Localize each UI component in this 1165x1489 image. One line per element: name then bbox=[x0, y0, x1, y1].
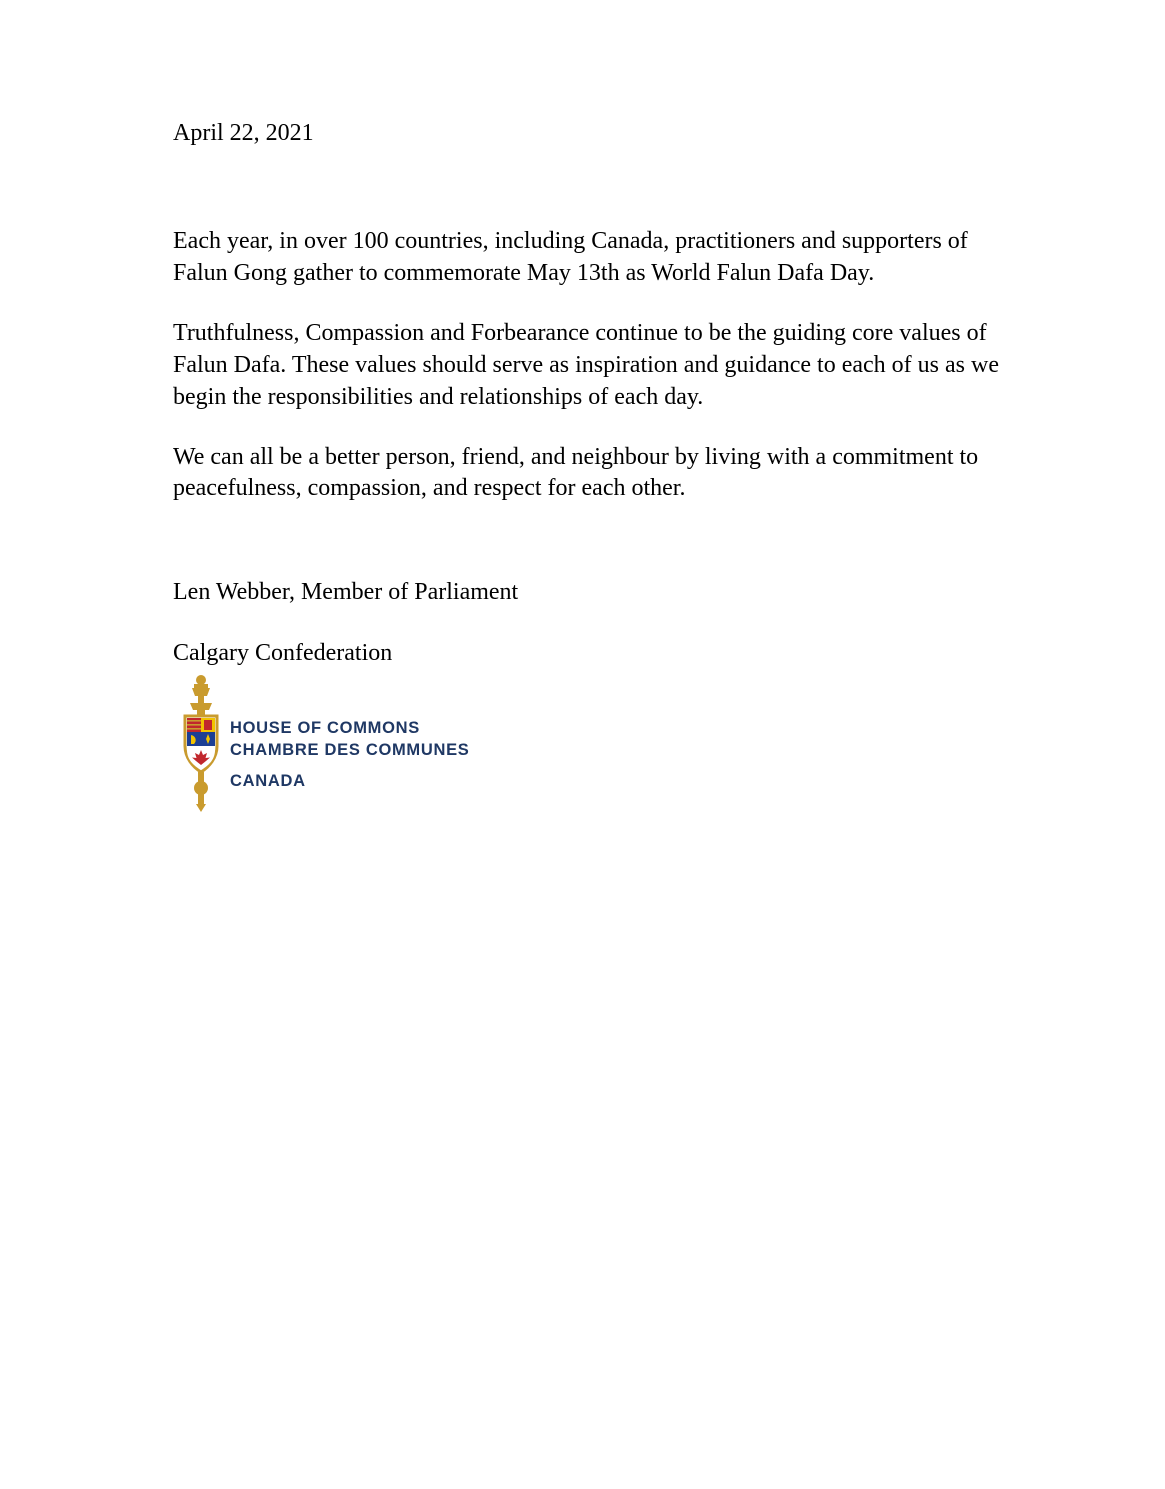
logo-line-french: CHAMBRE DES COMMUNES bbox=[230, 740, 470, 759]
logo-line-english: HOUSE OF COMMONS bbox=[230, 719, 420, 737]
paragraph-2: Truthfulness, Compassion and Forbearance continue to be the guiding core values of Falun Dafa. These values should serve as inspiration and guidance to each of us as we begin the responsibilities and relationships of each day. bbox=[173, 319, 999, 410]
signatory-name: Len Webber, Member of Parliament bbox=[173, 579, 519, 606]
house-of-commons-logo bbox=[173, 672, 653, 812]
letter-body bbox=[173, 118, 1003, 670]
logo-line-country: CANADA bbox=[230, 771, 306, 790]
letter-date: April 22, 2021 bbox=[173, 120, 314, 146]
logo-wordmark bbox=[230, 718, 470, 793]
signatory-riding: Calgary Confederation bbox=[173, 640, 393, 667]
signature-block bbox=[173, 577, 1003, 670]
letter-paragraphs bbox=[173, 226, 1003, 505]
paragraph-1: Each year, in over 100 countries, including Canada, practitioners and supporters of Falun Gong gather to commemorate May 13th as World Falun Dafa Day. bbox=[173, 228, 968, 286]
paragraph-3: We can all be a better person, friend, and neighbour by living with a commitment to peacefulness, compassion, and respect for each other. bbox=[173, 443, 979, 502]
house-of-commons-mace-crest-icon bbox=[173, 672, 229, 812]
